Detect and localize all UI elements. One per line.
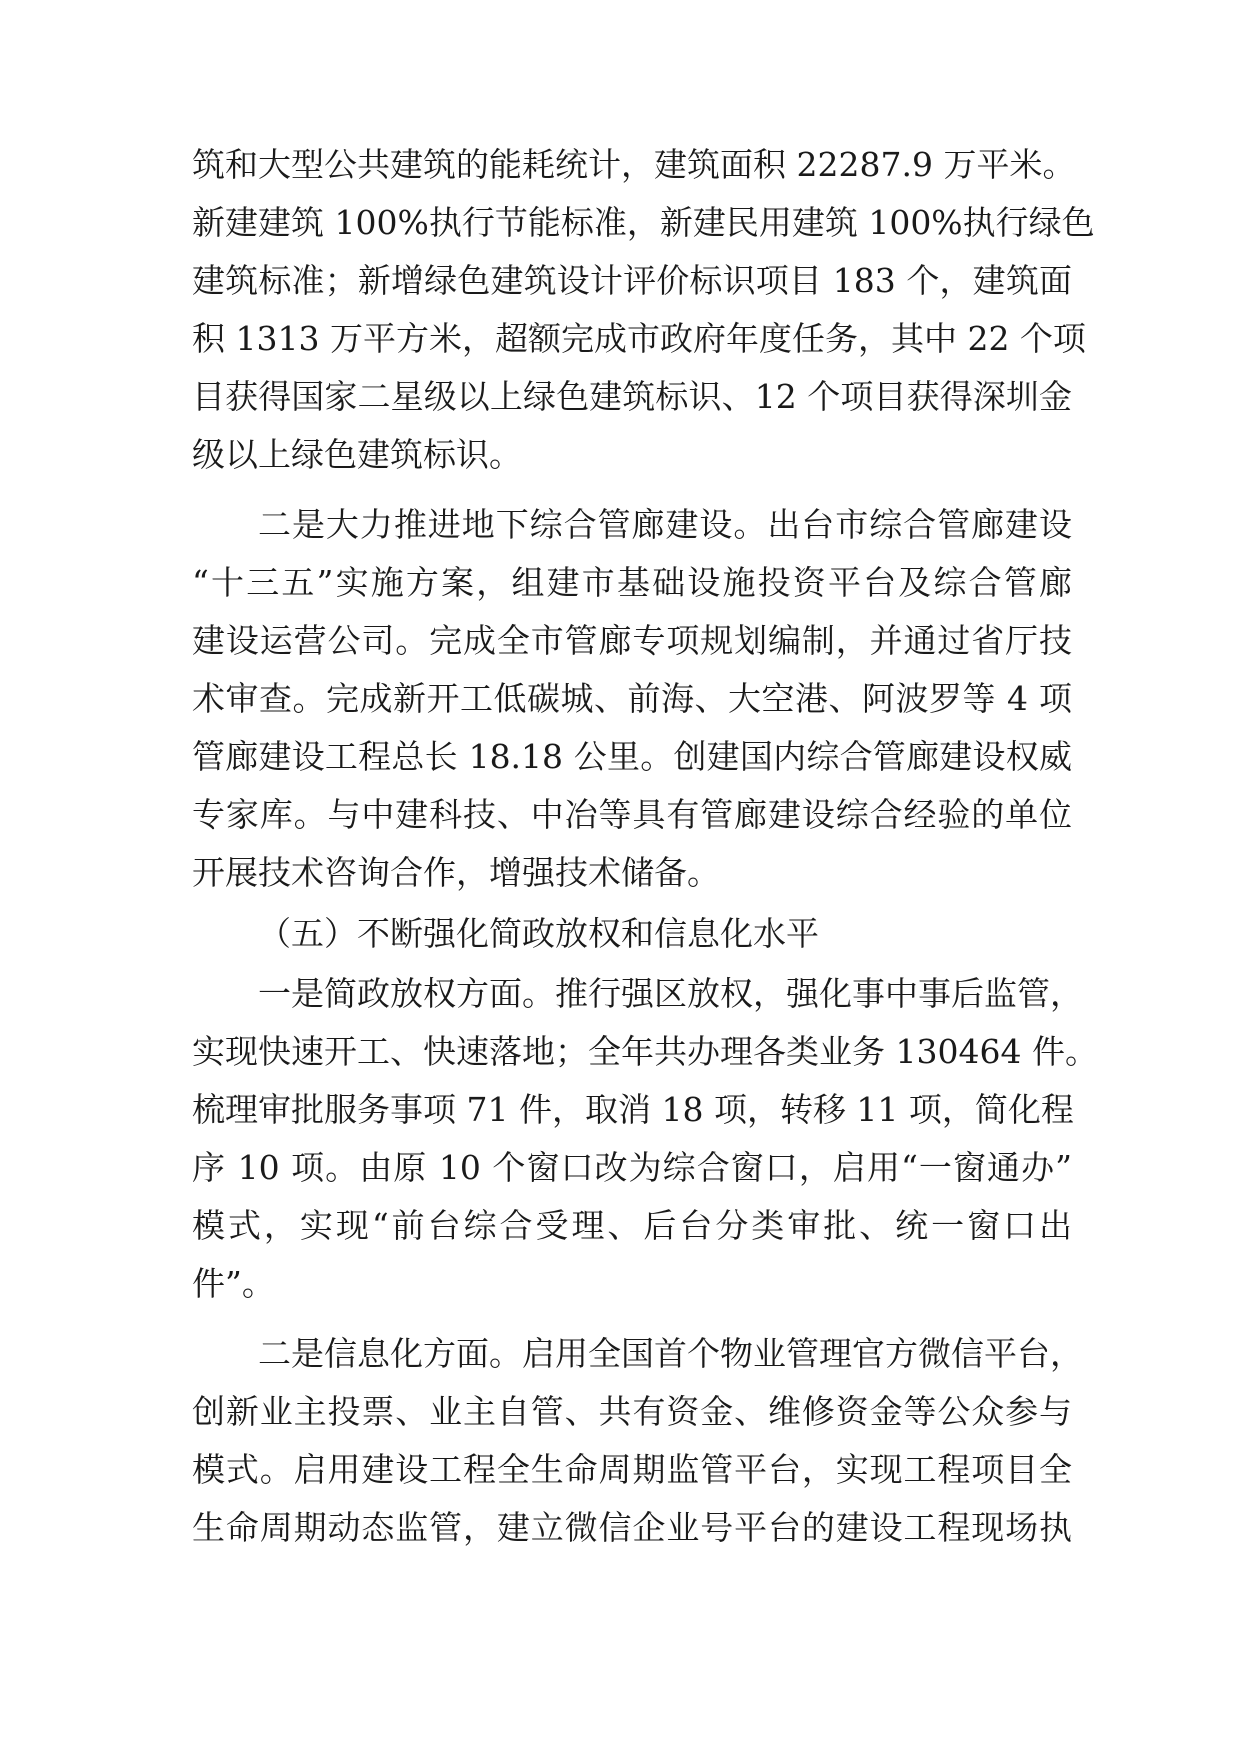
text-line: 目获得国家二星级以上绿色建筑标识、12 个项目获得深圳金 <box>192 377 1072 416</box>
text-line: 生命周期动态监管，建立微信企业号平台的建设工程现场执 <box>192 1508 1072 1547</box>
text-line: 实现快速开工、快速落地；全年共办理各类业务 130464 件。 <box>192 1032 1098 1071</box>
text-line: 积 1313 万平方米，超额完成市政府年度任务，其中 22 个项 <box>192 319 1086 358</box>
text-line: 序 10 项。由原 10 个窗口改为综合窗口，启用“一窗通办” <box>192 1148 1072 1187</box>
paragraph-first-line: 二是大力推进地下综合管廊建设。出台市综合管廊建设 <box>258 505 1072 544</box>
text-line: 创新业主投票、业主自管、共有资金、维修资金等公众参与 <box>192 1392 1072 1431</box>
paragraph-first-line: 一是简政放权方面。推行强区放权，强化事中事后监管， <box>258 974 1083 1013</box>
text-line: 管廊建设工程总长 18.18 公里。创建国内综合管廊建设权威 <box>192 737 1072 776</box>
text-line: 筑和大型公共建筑的能耗统计，建筑面积 22287.9 万平米。 <box>192 145 1076 184</box>
text-line: 术审查。完成新开工低碳城、前海、大空港、阿波罗等 4 项 <box>192 679 1072 718</box>
paragraph-first-line: 二是信息化方面。启用全国首个物业管理官方微信平台， <box>258 1334 1083 1373</box>
text-line: 专家库。与中建科技、中冶等具有管廊建设综合经验的单位 <box>192 795 1072 834</box>
text-line: 级以上绿色建筑标识。 <box>192 435 522 474</box>
section-heading: （五）不断强化简政放权和信息化水平 <box>258 914 819 953</box>
text-line: 新建建筑 100%执行节能标准，新建民用建筑 100%执行绿色 <box>192 203 1095 242</box>
text-line: 模式。启用建设工程全生命周期监管平台，实现工程项目全 <box>192 1450 1072 1489</box>
text-line: 开展技术咨询合作，增强技术储备。 <box>192 853 720 892</box>
text-line: “十三五”实施方案，组建市基础设施投资平台及综合管廊 <box>192 563 1072 602</box>
text-line: 梳理审批服务事项 71 件，取消 18 项，转移 11 项，简化程 <box>192 1090 1074 1129</box>
text-line: 模式，实现“前台综合受理、后台分类审批、统一窗口出 <box>192 1206 1072 1245</box>
text-line: 建设运营公司。完成全市管廊专项规划编制，并通过省厅技 <box>192 621 1072 660</box>
text-line: 件”。 <box>192 1264 275 1303</box>
text-line: 建筑标准；新增绿色建筑设计评价标识项目 183 个，建筑面 <box>192 261 1072 300</box>
